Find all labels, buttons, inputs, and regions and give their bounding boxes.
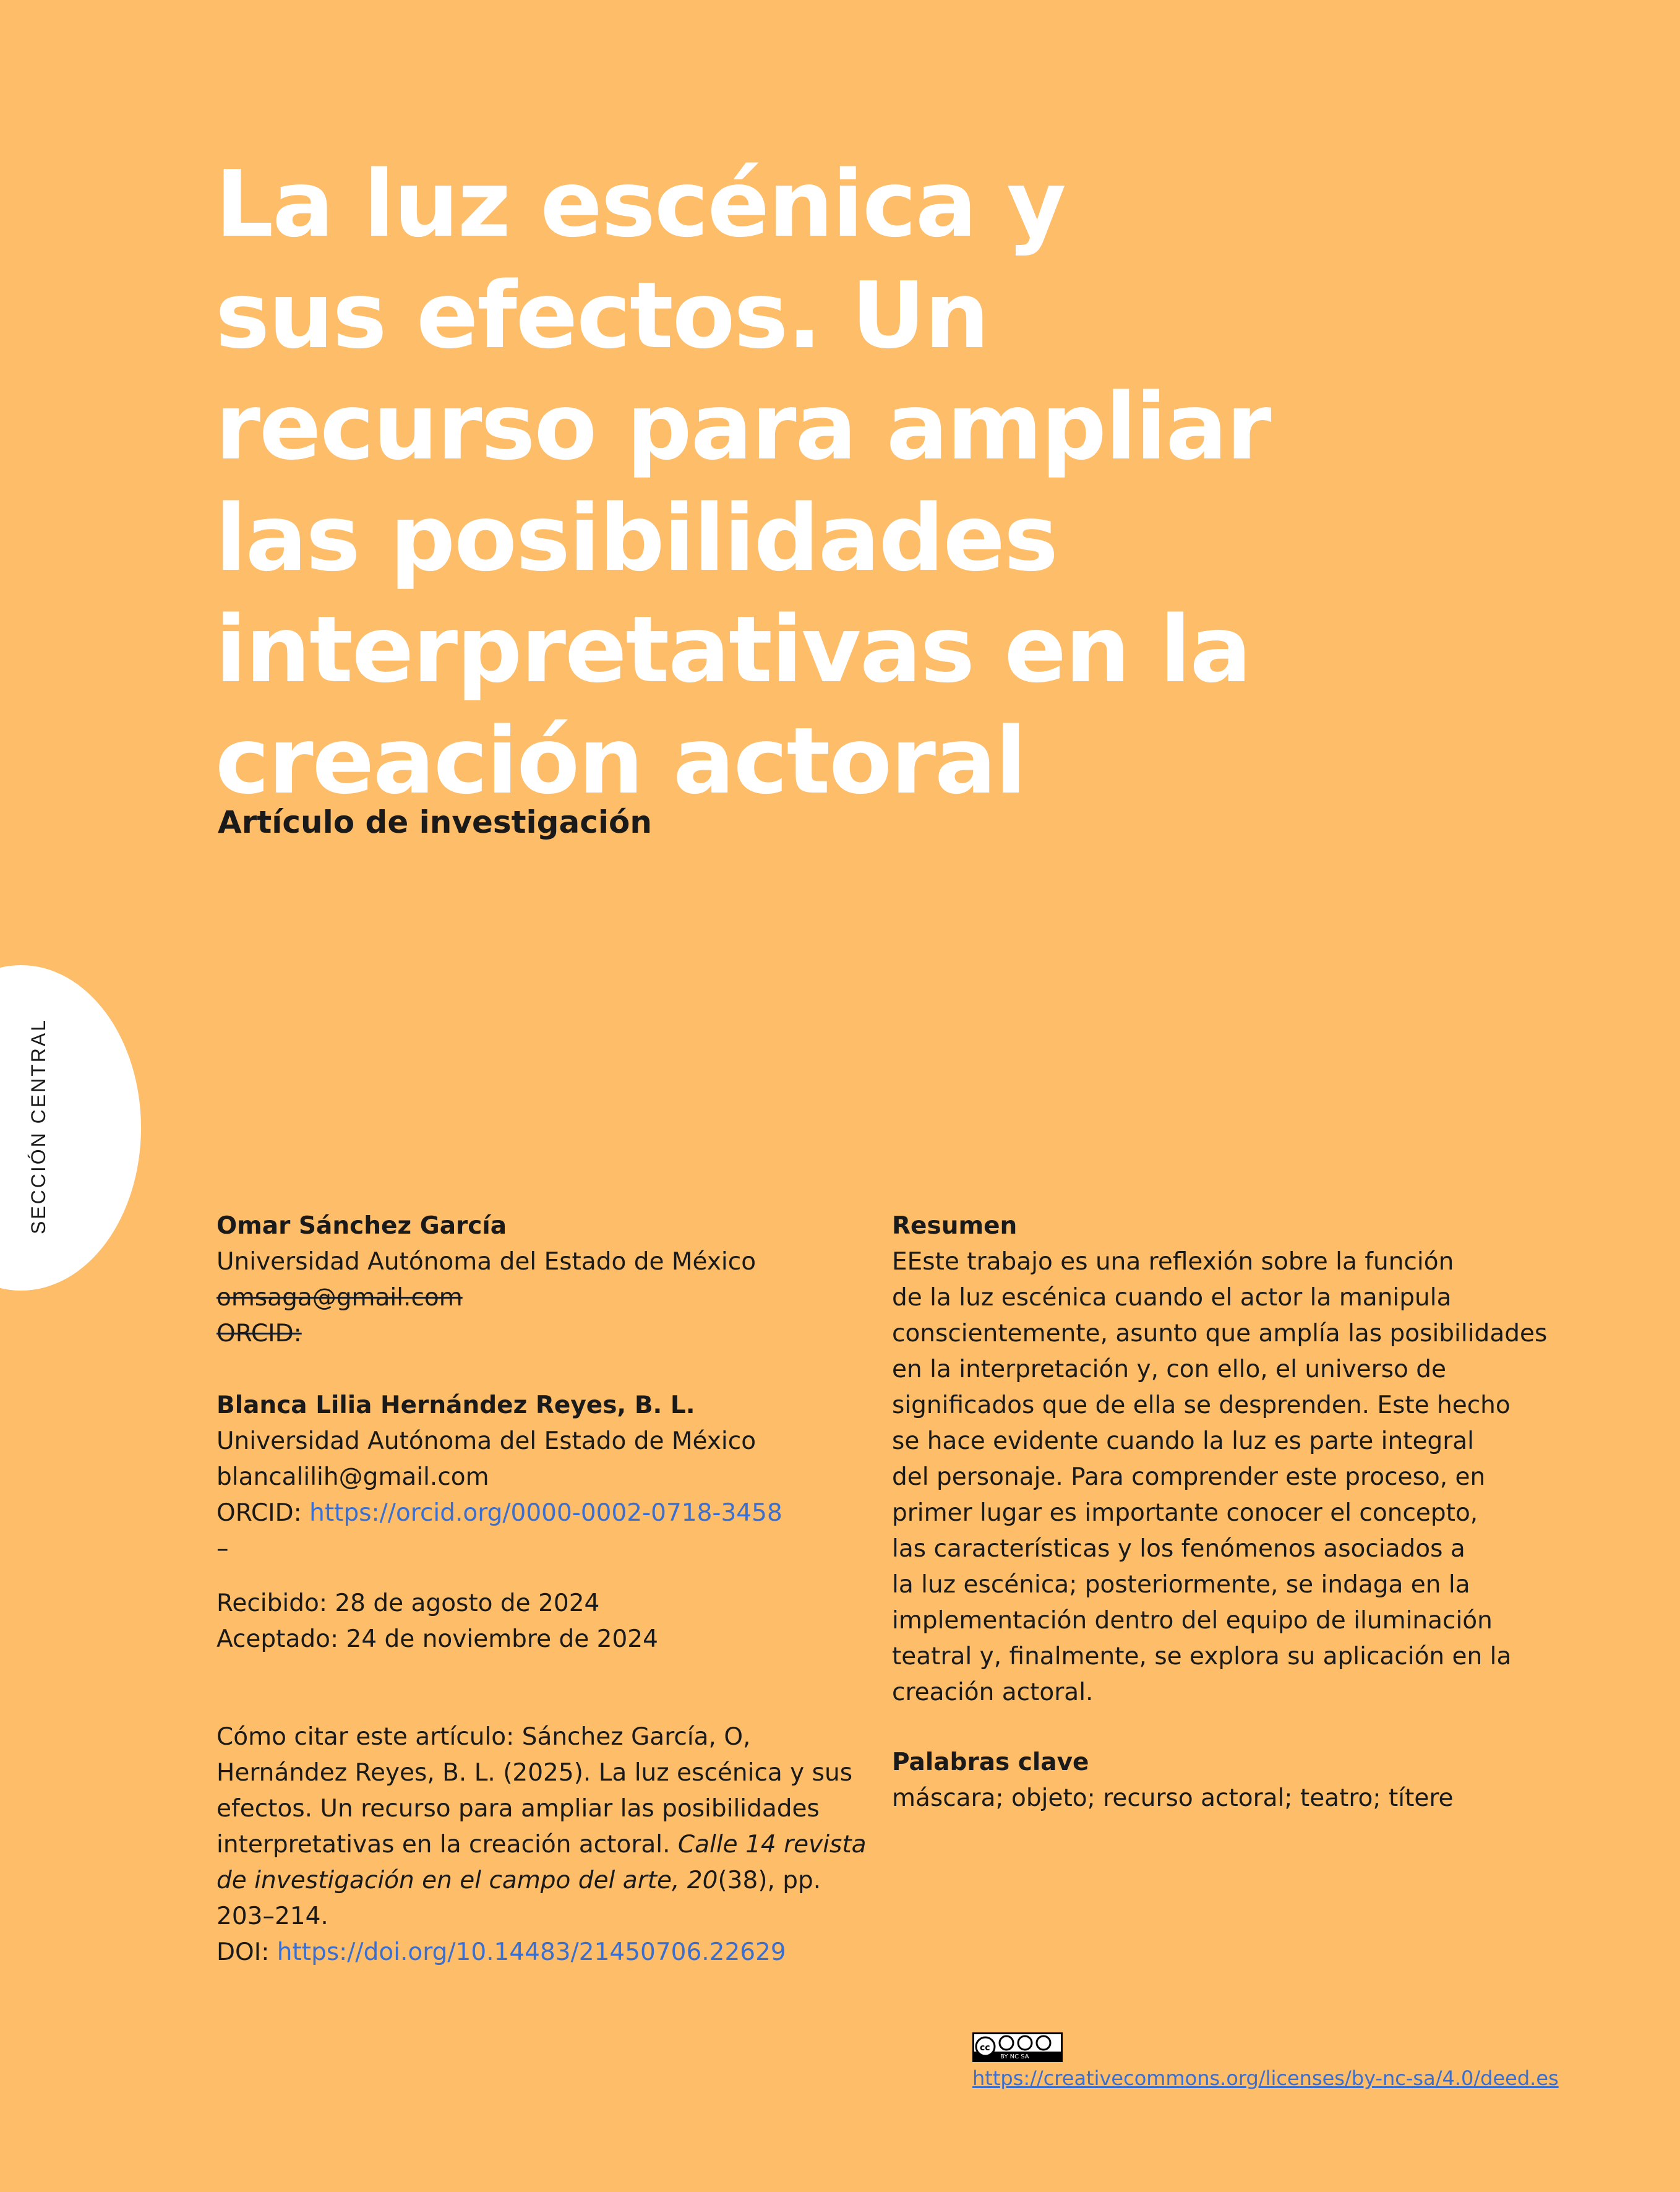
title-line: interpretativas en la xyxy=(215,596,1251,703)
svg-text:cc: cc xyxy=(980,2043,990,2053)
received-date: Recibido: 28 de agosto de 2024 xyxy=(216,1589,600,1617)
citation-line xyxy=(216,1863,835,1899)
title-line: sus efectos. Un xyxy=(215,262,988,369)
author1-email[interactable]: omsaga@gmail.com xyxy=(216,1284,463,1312)
author2-email[interactable]: blancalilih@gmail.com xyxy=(216,1463,489,1491)
citation-text: interpretativas en la creación actoral. xyxy=(216,1831,678,1859)
abstract-line: significados que de ella se desprenden. Este hecho xyxy=(892,1391,1511,1419)
doi-link[interactable]: https://doi.org/10.14483/21450706.22629 xyxy=(276,1938,786,1966)
keywords-heading: Palabras clave xyxy=(892,1748,1089,1776)
abstract-line: en la interpretación y, con ello, el universo de xyxy=(892,1356,1447,1383)
author2-orcid xyxy=(216,1495,835,1531)
abstract-line: EEste trabajo es una reflexión sobre la función xyxy=(892,1248,1454,1276)
separator: – xyxy=(216,1535,229,1563)
abstract-line: creación actoral. xyxy=(892,1678,1094,1706)
license-link[interactable]: https://creativecommons.org/licenses/by-nc-sa/4.0/deed.es xyxy=(972,2066,1559,2090)
title-line: las posibilidades xyxy=(215,485,1058,591)
section-label: SECCIÓN CENTRAL xyxy=(27,1018,49,1234)
author1-orcid: ORCID: xyxy=(216,1320,302,1347)
journal-name: Calle 14 revista xyxy=(677,1831,867,1859)
title-line: recurso para ampliar xyxy=(215,374,1271,480)
cc-badge-text: BY NC SA xyxy=(1000,2053,1029,2060)
orcid-label: ORCID: xyxy=(216,1499,310,1527)
title-line: La luz escénica y xyxy=(215,151,1065,257)
citation-text: (38), pp. xyxy=(718,1867,821,1894)
abstract-line: conscientemente, asunto que amplía las posibilidades xyxy=(892,1320,1548,1347)
abstract-line: las características y los fenómenos asociados a xyxy=(892,1535,1465,1563)
abstract-heading: Resumen xyxy=(892,1212,1018,1240)
citation-line: Cómo citar este artículo: Sánchez García, O, xyxy=(216,1723,751,1751)
accepted-date: Aceptado: 24 de noviembre de 2024 xyxy=(216,1625,658,1653)
doi-label: DOI: xyxy=(216,1938,277,1966)
title-line: creación actoral xyxy=(215,708,1026,814)
abstract-line: implementación dentro del equipo de iluminación xyxy=(892,1607,1493,1635)
citation-line: Hernández Reyes, B. L. (2025). La luz escénica y sus xyxy=(216,1759,853,1787)
keywords-text: máscara; objeto; recurso actoral; teatro; títere xyxy=(892,1784,1454,1812)
doi-line xyxy=(216,1935,835,1971)
cc-license-icon xyxy=(972,2032,1063,2062)
cc-badge-graphic xyxy=(974,2034,1061,2060)
citation-line xyxy=(216,1827,867,1863)
article-title xyxy=(215,148,1489,817)
orcid-link[interactable]: https://orcid.org/0000-0002-0718-3458 xyxy=(309,1499,782,1527)
author-column xyxy=(216,1208,867,1971)
abstract-line: del personaje. Para comprender este proceso, en xyxy=(892,1463,1486,1491)
abstract-line: de la luz escénica cuando el actor la manipula xyxy=(892,1284,1452,1312)
author2-name: Blanca Lilia Hernández Reyes, B. L. xyxy=(216,1391,695,1419)
article-type: Artículo de investigación xyxy=(218,804,652,840)
author1-institution: Universidad Autónoma del Estado de México xyxy=(216,1248,756,1276)
author1-name: Omar Sánchez García xyxy=(216,1212,507,1240)
author2-institution: Universidad Autónoma del Estado de México xyxy=(216,1427,756,1455)
abstract-line: teatral y, finalmente, se explora su aplicación en la xyxy=(892,1643,1512,1670)
abstract-line: primer lugar es importante conocer el concepto, xyxy=(892,1499,1478,1527)
abstract-line: la luz escénica; posteriormente, se indaga en la xyxy=(892,1571,1470,1599)
section-tab xyxy=(0,965,141,1291)
journal-name: de investigación en el campo del arte, 20 xyxy=(216,1867,718,1894)
abstract-column xyxy=(892,1208,1560,1816)
citation-line: 203–214. xyxy=(216,1902,328,1930)
citation-line: efectos. Un recurso para ampliar las posibilidades xyxy=(216,1795,820,1823)
abstract-line: se hace evidente cuando la luz es parte integral xyxy=(892,1427,1475,1455)
